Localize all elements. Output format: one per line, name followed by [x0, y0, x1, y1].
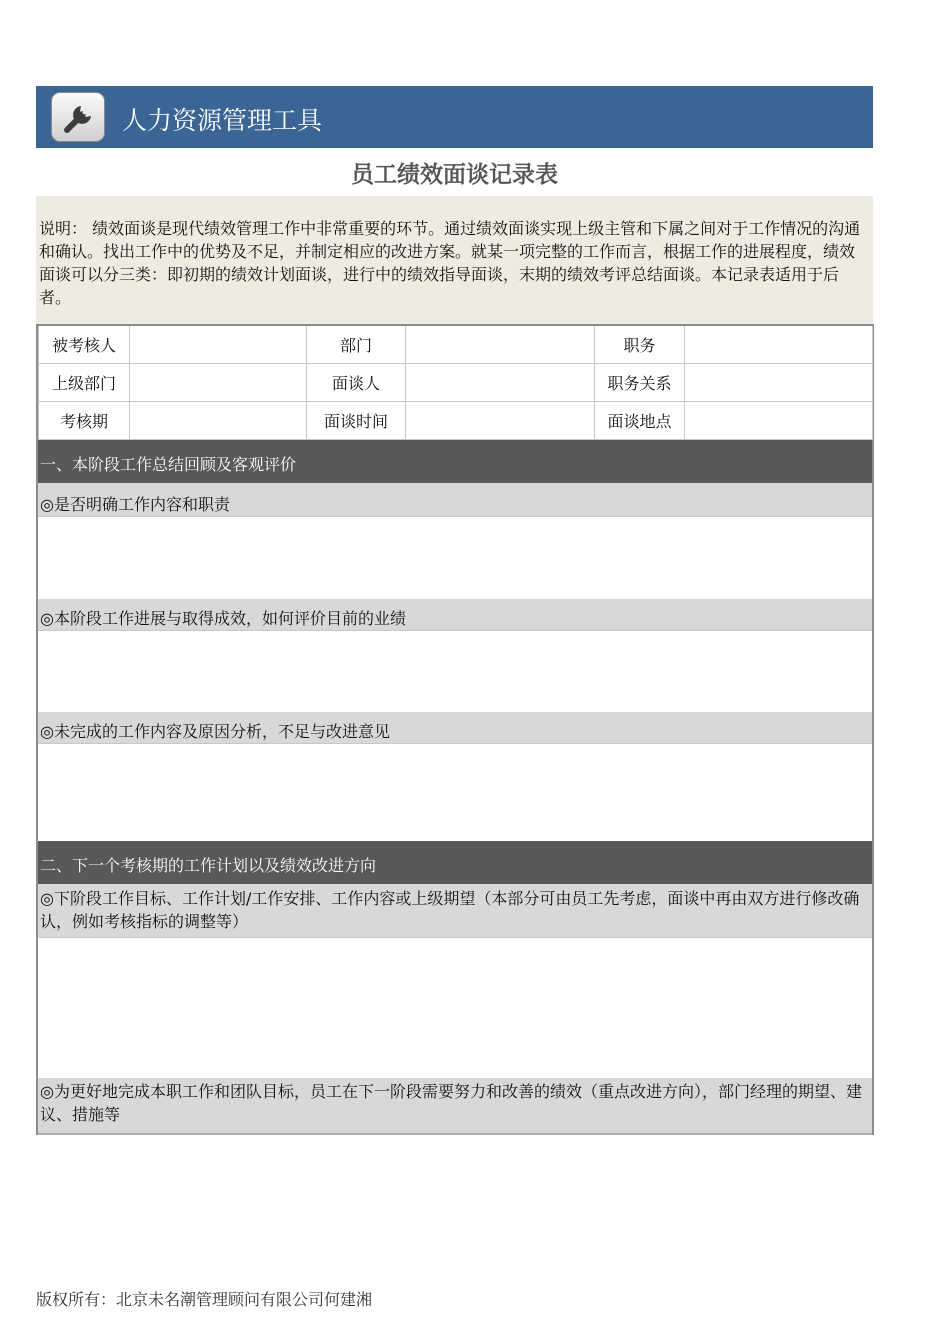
table-row [39, 363, 873, 401]
copyright-footer: 版权所有：北京未名潮管理顾问有限公司何建湘 [36, 1290, 373, 1309]
label-position: 职务 [595, 325, 685, 363]
label-department: 部门 [307, 325, 406, 363]
answer-job-clarity[interactable] [38, 517, 872, 599]
appraisee-field[interactable] [130, 325, 307, 363]
table-row [39, 401, 873, 439]
table-row [39, 325, 873, 363]
review-period-field[interactable] [130, 401, 307, 439]
answer-unfinished-analysis[interactable] [38, 744, 872, 841]
section-1-header: 一、本阶段工作总结回顾及客观评价 [38, 440, 872, 483]
section-2-header: 二、下一个考核期的工作计划以及绩效改进方向 [38, 841, 872, 884]
prompt-unfinished-analysis: ◎未完成的工作内容及原因分析，不足与改进意见 [38, 712, 872, 744]
department-field[interactable] [406, 325, 595, 363]
interview-time-field[interactable] [406, 401, 595, 439]
info-table [38, 324, 873, 440]
interview-location-field[interactable] [685, 401, 873, 439]
position-relation-field[interactable] [685, 363, 873, 401]
evaluation-form [36, 324, 874, 1135]
app-title: 人力资源管理工具 [122, 106, 323, 135]
superior-department-field[interactable] [130, 363, 307, 401]
app-banner [36, 86, 873, 148]
prompt-progress-evaluation: ◎本阶段工作进展与取得成效，如何评价目前的业绩 [38, 599, 872, 631]
label-appraisee: 被考核人 [39, 325, 130, 363]
answer-next-plan[interactable] [38, 938, 872, 1078]
label-interview-time: 面谈时间 [307, 401, 406, 439]
prompt-next-plan: ◎下阶段工作目标、工作计划/工作安排、工作内容或上级期望（本部分可由员工先考虑，面谈中再由双方进行修改确认，例如考核指标的调整等） [38, 884, 872, 938]
prompt-job-clarity: ◎是否明确工作内容和职责 [38, 483, 872, 517]
interviewer-field[interactable] [406, 363, 595, 401]
instruction-note: 说明： 绩效面谈是现代绩效管理工作中非常重要的环节。通过绩效面谈实现上级主管和下属之间对于工作情况的沟通和确认。找出工作中的优势及不足，并制定相应的改进方案。就某一项完整的工作而言，根据工作的进展程度，绩效面谈可以分三类：即初期的绩效计划面谈，进行中的绩效指导面谈，末期的绩效考评总结面谈。本记录表适用于后者。 [36, 196, 873, 324]
label-review-period: 考核期 [39, 401, 130, 439]
label-interviewer: 面谈人 [307, 363, 406, 401]
answer-progress-evaluation[interactable] [38, 631, 872, 712]
label-interview-location: 面谈地点 [595, 401, 685, 439]
label-superior-department: 上级部门 [39, 363, 130, 401]
prompt-improvement-direction: ◎为更好地完成本职工作和团队目标，员工在下一阶段需要努力和改善的绩效（重点改进方向），部门经理的期望、建议、措施等 [38, 1078, 872, 1135]
page-title: 员工绩效面谈记录表 [351, 162, 558, 188]
position-field[interactable] [685, 325, 873, 363]
wrench-icon [51, 92, 105, 142]
label-position-relation: 职务关系 [595, 363, 685, 401]
